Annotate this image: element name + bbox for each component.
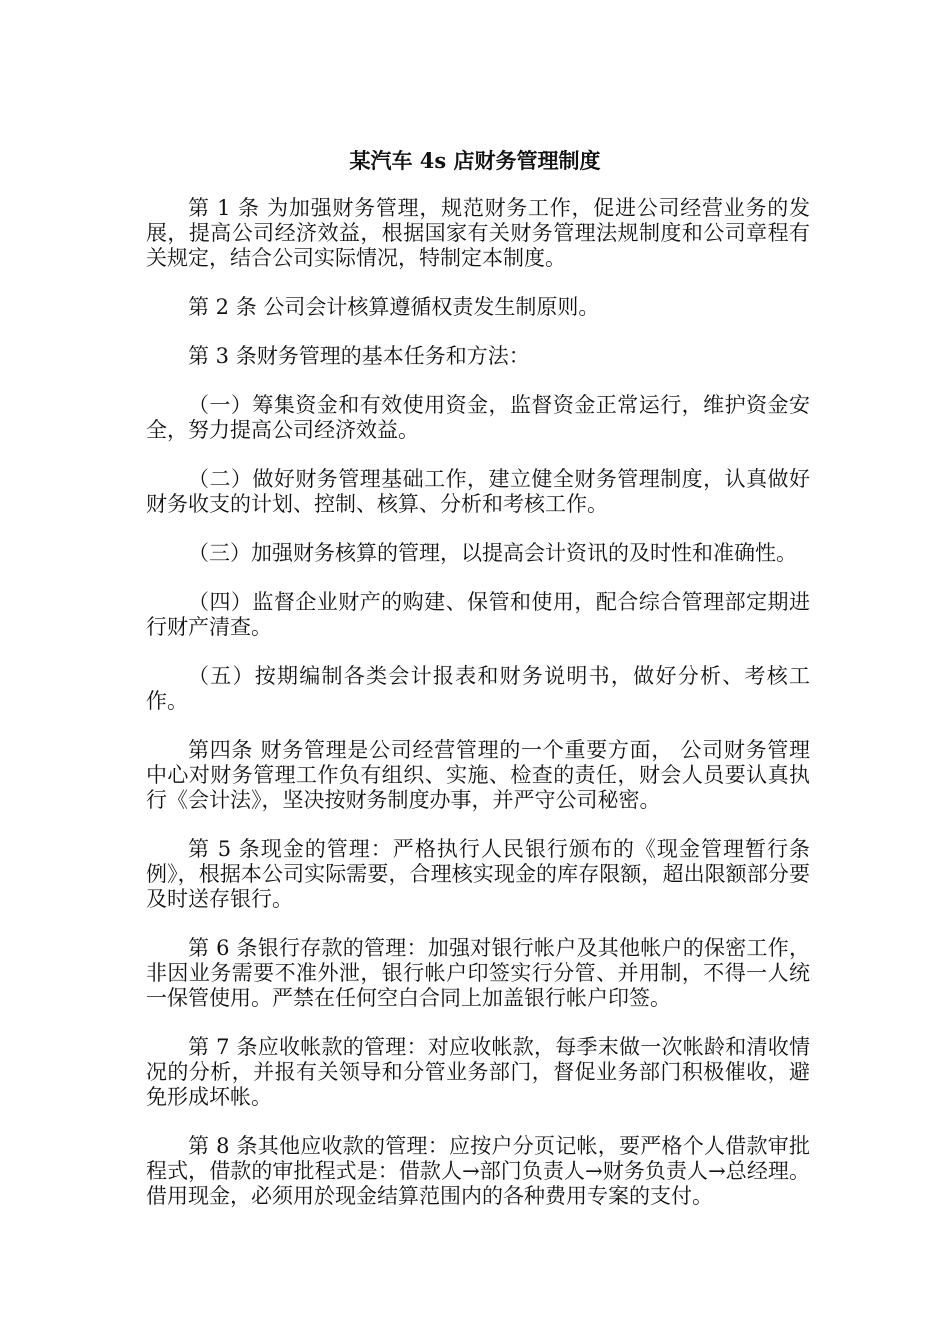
paragraph-article-4: 第四条 财务管理是公司经营管理的一个重要方面， 公司财务管理中心对财务管理工作负有组织、实施、检查的责任，财会人员要认真执行《会计法》，坚决按财务制度办事，并严守公司秘密。	[146, 738, 810, 812]
paragraph-article-2: 第 2 条 公司会计核算遵循权责发生制原则。	[188, 295, 600, 319]
paragraph-article-1: 第 1 条 为加强财务管理，规范财务工作，促进公司经营业务的发展，提高公司经济效益，根据国家有关财务管理法规制度和公司章程有关规定，结合公司实际情况，特制定本制度。	[146, 196, 810, 270]
paragraph-article-6: 第 6 条银行存款的管理：加强对银行帐户及其他帐户的保密工作，非因业务需要不准外泄，银行帐户印签实行分管、并用制，不得一人统一保管使用。严禁在任何空白合同上加盖银行帐户印签。	[146, 936, 810, 1010]
document-body	[146, 196, 810, 1233]
paragraph-article-7: 第 7 条应收帐款的管理：对应收帐款，每季末做一次帐龄和清收情况的分析，并报有关领导和分管业务部门，督促业务部门积极催收，避免形成坏帐。	[146, 1035, 810, 1109]
paragraph-item-5: （五）按期编制各类会计报表和财务说明书，做好分析、考核工作。	[146, 664, 810, 713]
paragraph-article-3: 第 3 条财务管理的基本任务和方法：	[188, 344, 530, 368]
paragraph-item-3: （三）加强财务核算的管理，以提高会计资讯的及时性和准确性。	[188, 541, 797, 565]
document-title: 某汽车 4s 店财务管理制度	[349, 148, 601, 173]
paragraph-item-1: （一）筹集资金和有效使用资金，监督资金正常运行，维护资金安全，努力提高公司经济效益。	[146, 393, 810, 442]
paragraph-item-4: （四）监督企业财产的购建、保管和使用，配合综合管理部定期进行财产清查。	[146, 590, 810, 639]
paragraph-article-5: 第 5 条现金的管理：严格执行人民银行颁布的《现金管理暂行条例》，根据本公司实际需要，合理核实现金的库存限额，超出限额部分要及时送存银行。	[146, 837, 810, 911]
paragraph-item-2: （二）做好财务管理基础工作，建立健全财务管理制度，认真做好财务收支的计划、控制、核算、分析和考核工作。	[146, 467, 810, 516]
paragraph-article-8: 第 8 条其他应收款的管理：应按户分页记帐，要严格个人借款审批程式，借款的审批程式是：借款人→部门负责人→财务负责人→总经理。借用现金，必须用於现金结算范围内的各种费用专案的支付。	[146, 1134, 810, 1208]
